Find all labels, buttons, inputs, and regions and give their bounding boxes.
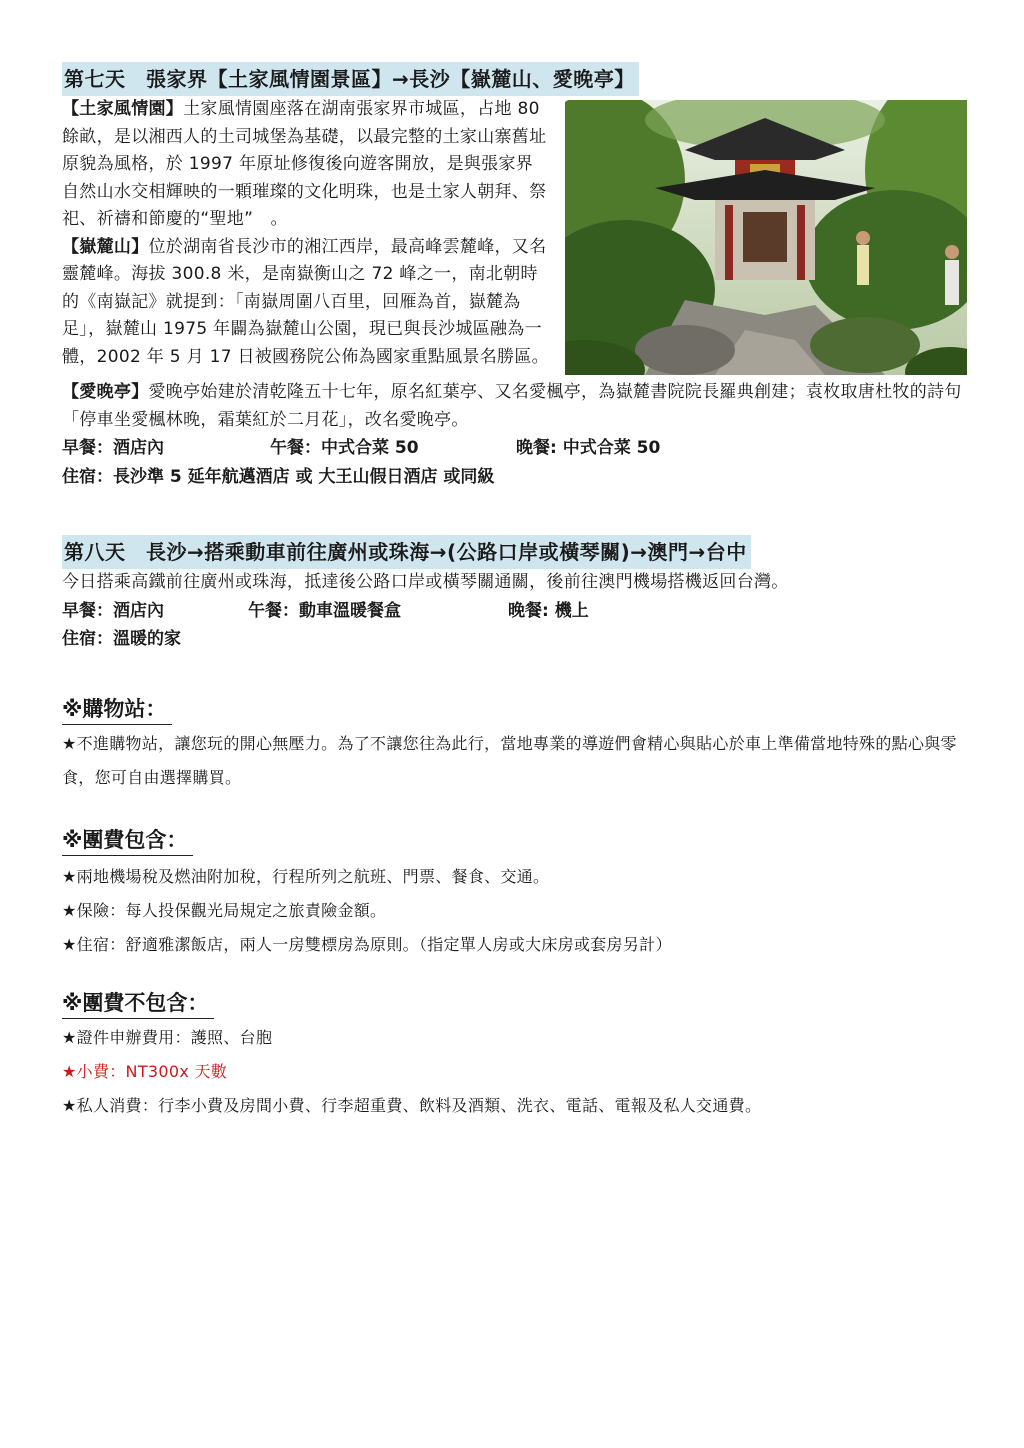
tujia-text: 土家風情園座落在湖南張家界市城區，占地 80 餘畝，是以湘西人的土司城堡為基礎，以最完整的土家山寨舊址原貌為風格，於 1997 年原址修復後向遊客開放，是與張家界自然山水交相輝映的一顆璀璨的文化明珠，也是土家人朝拜、祭祀、祈禱和節慶的“聖地” 。 <box>62 99 547 229</box>
included-item: ★保險：每人投保觀光局規定之旅責險金額。 <box>62 900 387 920</box>
tujia-label: 【土家風情園】 <box>62 99 184 119</box>
shopping-heading: ※購物站： <box>62 694 172 725</box>
day7-title: 第七天 張家界【土家風情園景區】→長沙【嶽麓山、愛晚亭】 <box>62 62 639 96</box>
excluded-item-tips: ★小費：NT300x 天數 <box>62 1061 228 1081</box>
day8-meals <box>62 597 967 626</box>
aiwan-paragraph <box>62 379 967 434</box>
included-heading: ※團費包含： <box>62 825 193 856</box>
day7-hotel: 住宿：長沙準 5 延年航邁酒店 或 大王山假日酒店 或同級 <box>62 466 495 487</box>
aiwan-label: 【愛晚亭】 <box>62 382 149 402</box>
included-item: ★兩地機場稅及燃油附加稅，行程所列之航班、門票、餐食、交通。 <box>62 866 550 886</box>
excluded-heading: ※團費不包含： <box>62 988 214 1019</box>
yuelu-text: 位於湖南省長沙市的湘江西岸，最高峰雲麓峰，又名靈麓峰。海拔 300.8 米，是南嶽衡山之 72 峰之一，南北朝時的《南嶽記》就提到：「南嶽周圍八百里，回雁為首，嶽麓為足」，嶽麓山 1975 年闢為嶽麓山公園，現已與長沙城區融為一體，2002 年 5 月 17 日被國務院公佈為國家重點風景名勝區。 <box>62 236 549 367</box>
yuelu-label: 【嶽麓山】 <box>62 236 149 257</box>
day7-dinner: 晚餐: 中式合菜 50 <box>516 438 661 458</box>
day7-lunch: 午餐：中式合菜 50 <box>270 438 419 458</box>
day8-title: 第八天 長沙→搭乘動車前往廣州或珠海→(公路口岸或橫琴關)→澳門→台中 <box>62 535 751 569</box>
pavilion-photo <box>565 100 967 375</box>
day8-text: 今日搭乘高鐵前往廣州或珠海，抵達後公路口岸或橫琴關通關，後前往澳門機場搭機返回台灣。 <box>62 572 789 592</box>
day7-meals <box>62 434 967 463</box>
excluded-item: ★證件申辦費用：護照、台胞 <box>62 1027 273 1047</box>
day7-body <box>62 96 967 434</box>
day8-breakfast: 早餐：酒店內 <box>62 600 164 621</box>
pavilion-photo-illustration <box>565 100 967 375</box>
day7-breakfast: 早餐：酒店內 <box>62 438 164 458</box>
day8-lunch: 午餐：動車溫暖餐盒 <box>248 600 401 621</box>
day8-dinner: 晚餐: 機上 <box>508 600 589 621</box>
included-item: ★住宿：舒適雅潔飯店，兩人一房雙標房為原則。（指定單人房或大床房或套房另計） <box>62 934 672 954</box>
itinerary-page <box>62 62 967 1123</box>
shopping-text: ★不進購物站，讓您玩的開心無壓力。為了不讓您往為此行，當地專業的導遊們會精心與貼心於車上準備當地特殊的點心與零食，您可自由選擇購買。 <box>62 733 957 787</box>
day8-hotel: 住宿：溫暖的家 <box>62 629 181 649</box>
excluded-item: ★私人消費：行李小費及房間小費、行李超重費、飲料及酒類、洗衣、電話、電報及私人交通費。 <box>62 1095 762 1115</box>
aiwan-text: 愛晚亭始建於清乾隆五十七年，原名紅葉亭、又名愛楓亭，為嶽麓書院院長羅典創建；袁枚取唐杜牧的詩句「停車坐愛楓林晚，霜葉紅於二月花」，改名愛晚亭。 <box>62 382 962 430</box>
